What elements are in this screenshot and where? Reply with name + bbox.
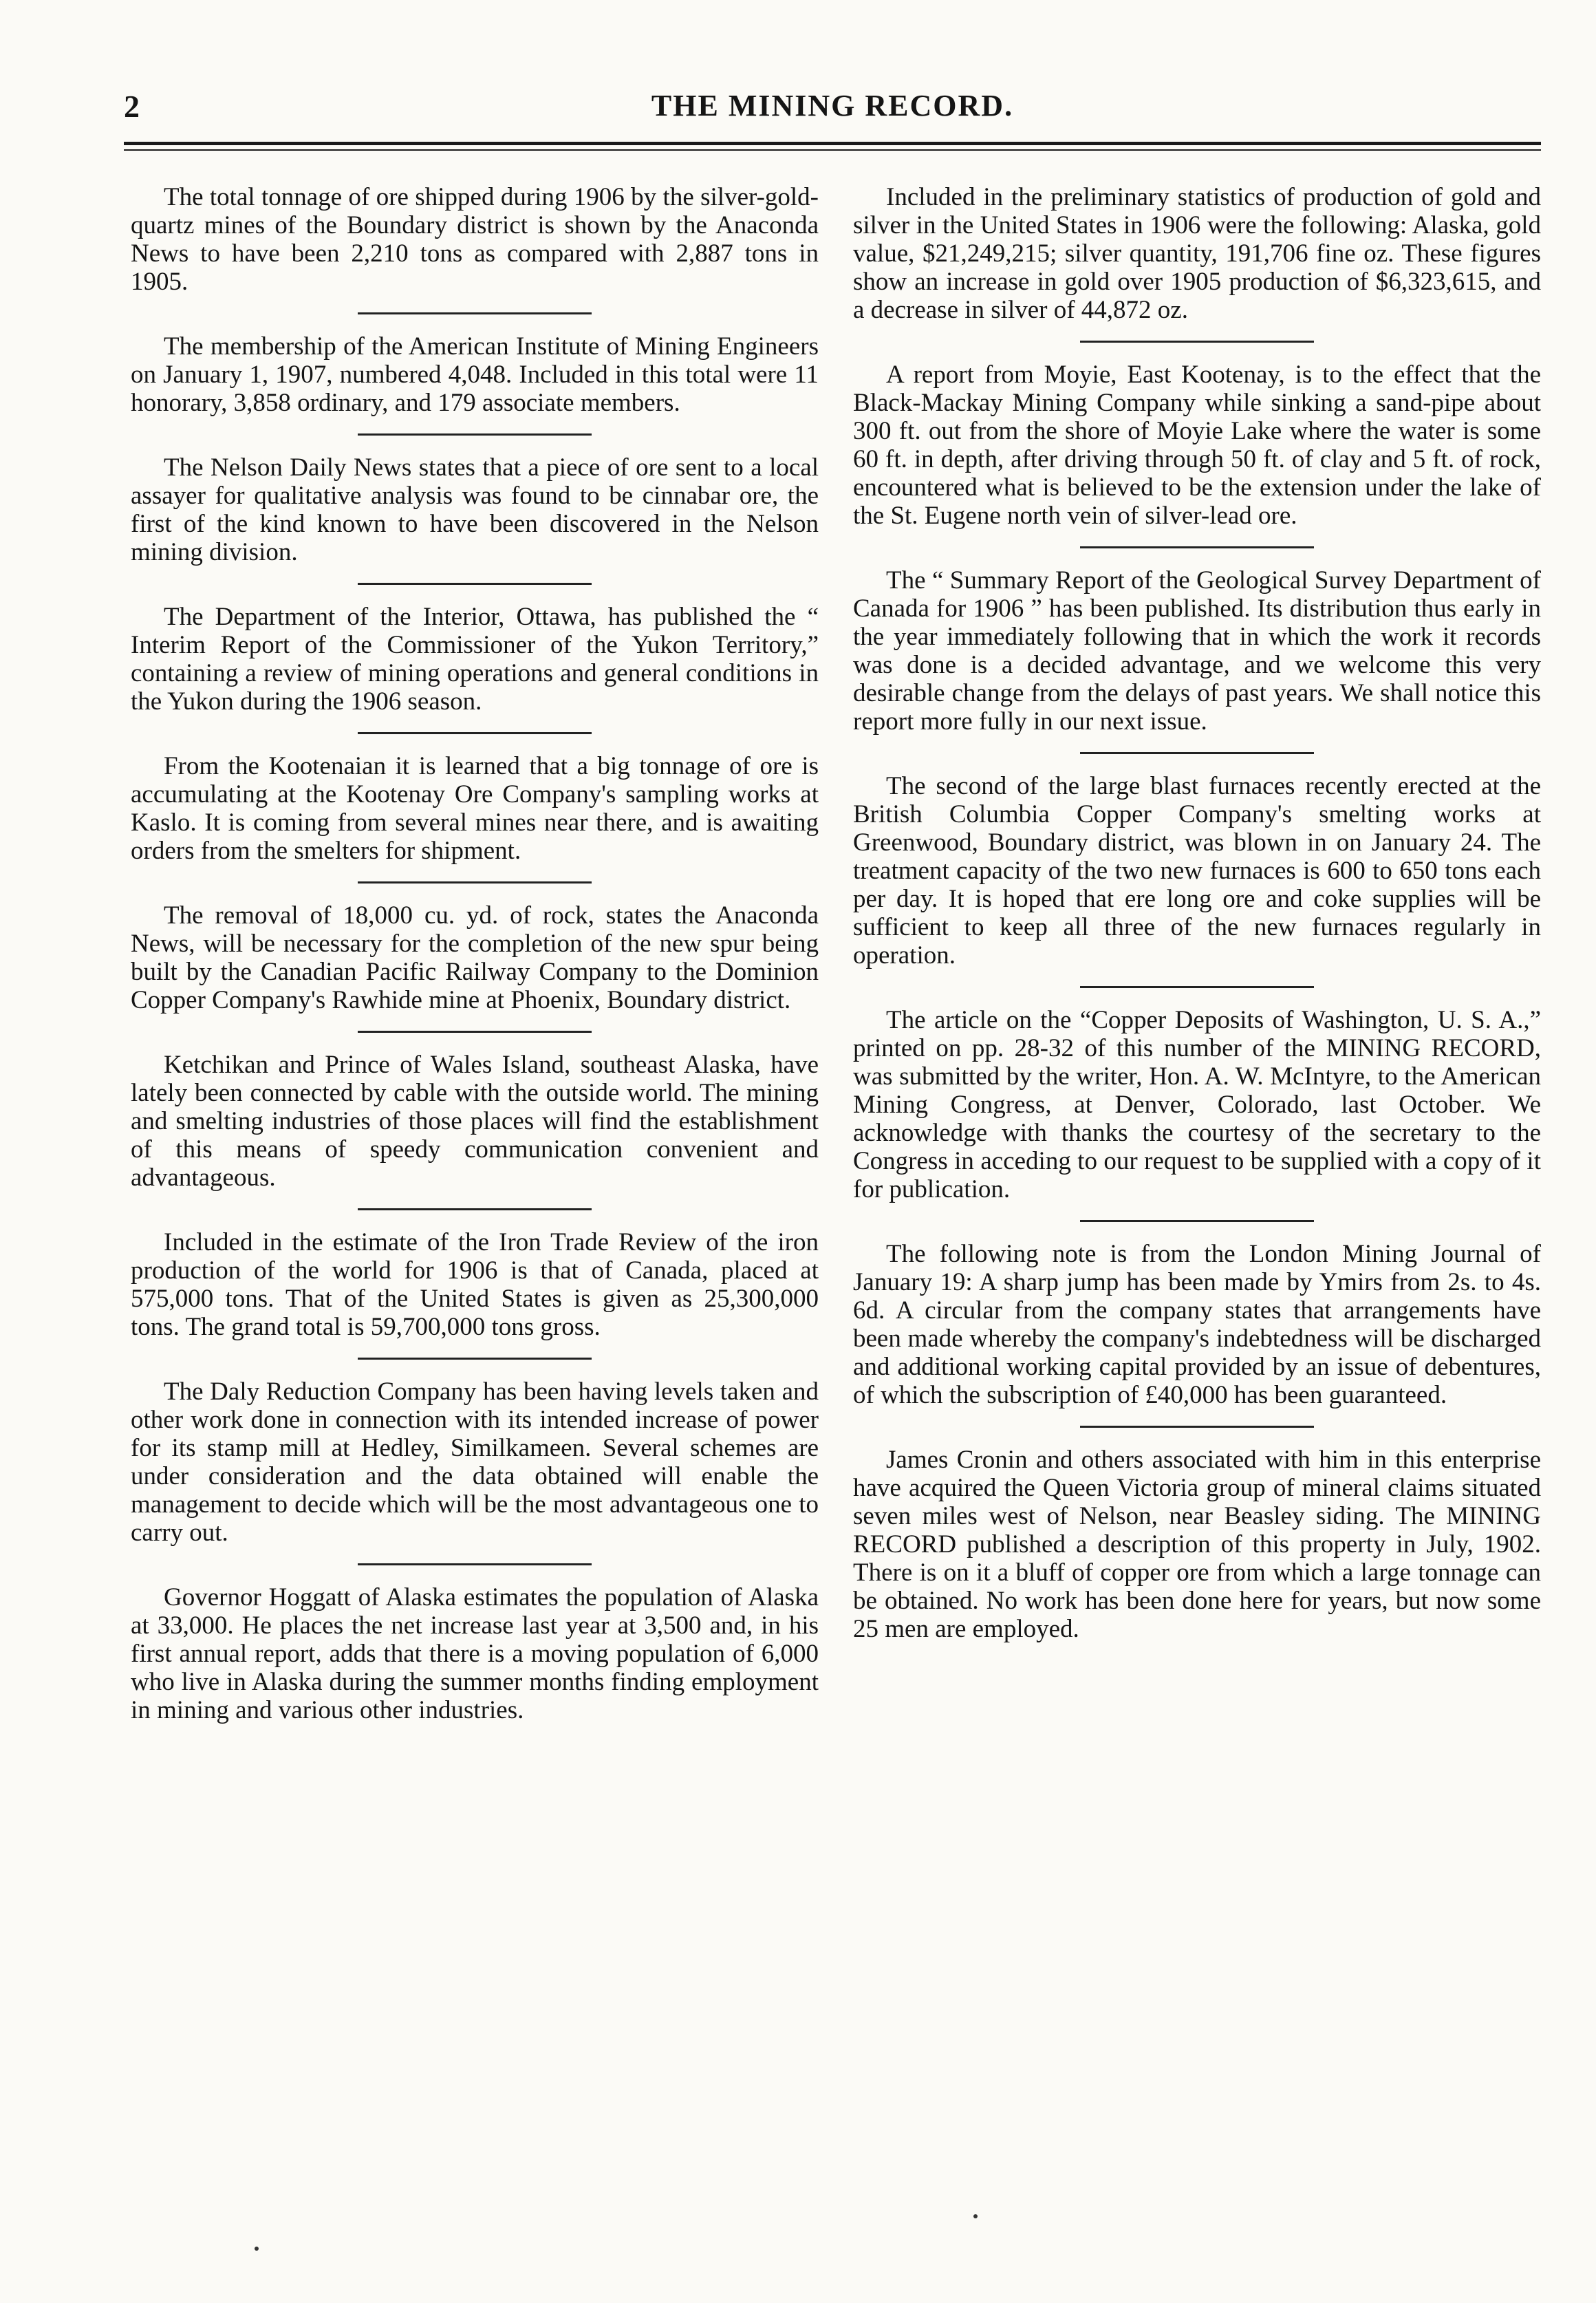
section-divider — [358, 433, 592, 436]
right-column — [853, 183, 1541, 1643]
print-speck — [255, 2247, 259, 2251]
news-item: Included in the preliminary statistics of production of gold and silver in the United States in 1906 were the following: Alaska, gold value, $21,249,215; silver quantity, 191,706 fine oz. These figures show an increase in gold over 1905 production of $6,323,615, and a decrease in silver of 44,872 oz. — [853, 183, 1541, 324]
left-column — [131, 183, 819, 1724]
news-item: A report from Moyie, East Kootenay, is to the effect that the Black-Mackay Mining Company while sinking a sand-pipe about 300 ft. out from the shore of Moyie Lake where the water is some 60 ft. in depth, after driving through 50 ft. of clay and 5 ft. of rock, encountered what is believed to be the extension under the lake of the St. Eugene north vein of silver-lead ore. — [853, 361, 1541, 530]
section-divider — [358, 1358, 592, 1360]
news-item: The article on the “Copper Deposits of Washington, U. S. A.,” printed on pp. 28-32 of this number of the MINING RECORD, was submitted by the writer, Hon. A. W. McIntyre, to the American Mining Congress, at Denver, Colorado, last October. We acknowledge with thanks the courtesy of the secretary to the Congress in acceding to our request to be supplied with a copy of it for publication. — [853, 1006, 1541, 1203]
news-item: Included in the estimate of the Iron Trade Review of the iron production of the world for 1906 is that of Canada, placed at 575,000 tons. That of the United States is given as 25,300,000 tons. The grand total is 59,700,000 tons gross. — [131, 1228, 819, 1341]
news-item: The “ Summary Report of the Geological Survey Department of Canada for 1906 ” has been published. Its distribution thus early in the year immediately following that in which the work it records was done is a decided advantage, and we welcome this very desirable change from the delays of past years. We shall notice this report more fully in our next issue. — [853, 566, 1541, 736]
news-item: The membership of the American Institute of Mining Engineers on January 1, 1907, numbered 4,048. Included in this total were 11 honorary, 3,858 ordinary, and 179 associate members. — [131, 332, 819, 417]
news-item: The Nelson Daily News states that a piece of ore sent to a local assayer for qualitative analysis was found to be cinnabar ore, the first of the kind known to have been discovered in the Nelson mining division. — [131, 453, 819, 566]
running-head: THE MINING RECORD. — [651, 89, 1014, 122]
section-divider — [358, 1563, 592, 1565]
news-item: The Department of the Interior, Ottawa, has published the “ Interim Report of the Commissioner of the Yukon Territory,” containing a review of mining operations and general conditions in the Yukon during the 1906 season. — [131, 603, 819, 716]
news-item: The Daly Reduction Company has been having levels taken and other work done in connection with its intended increase of power for its stamp mill at Hedley, Similkameen. Several schemes are under consideration and the data obtained will enable the management to decide which will be the most advantageous one to carry out. — [131, 1378, 819, 1547]
news-item: The removal of 18,000 cu. yd. of rock, states the Anaconda News, will be necessary for the completion of the new spur being built by the Canadian Pacific Railway Company to the Dominion Copper Company's Rawhide mine at Phoenix, Boundary district. — [131, 901, 819, 1014]
section-divider — [1080, 546, 1314, 548]
page-number: 2 — [124, 89, 140, 124]
news-item: James Cronin and others associated with him in this enterprise have acquired the Queen Victoria group of mineral claims situated seven miles west of Nelson, near Beasley siding. The MINING RECORD published a description of this property in July, 1902. There is on it a bluff of copper ore from which a large tonnage can be obtained. No work has been done here for years, but now some 25 men are employed. — [853, 1446, 1541, 1643]
section-divider — [1080, 752, 1314, 754]
news-item: From the Kootenaian it is learned that a big tonnage of ore is accumulating at the Kootenay Ore Company's sampling works at Kaslo. It is coming from several mines near there, and is awaiting orders from the smelters for shipment. — [131, 752, 819, 865]
section-divider — [358, 1031, 592, 1033]
section-divider — [358, 881, 592, 883]
section-divider — [1080, 1426, 1314, 1428]
header-rule — [124, 142, 1541, 151]
news-item: The second of the large blast furnaces recently erected at the British Columbia Copper Company's smelting works at Greenwood, Boundary district, was blown in on January 24. The treatment capacity of the two new furnaces is 600 to 650 tons each per day. It is hoped that ere long ore and coke supplies will be sufficient to keep all three of the new furnaces regularly in operation. — [853, 772, 1541, 970]
section-divider — [358, 732, 592, 734]
section-divider — [358, 312, 592, 314]
section-divider — [358, 1208, 592, 1210]
news-item: The total tonnage of ore shipped during 1906 by the silver-gold-quartz mines of the Boundary district is shown by the Anaconda News to have been 2,210 tons as compared with 2,887 tons in 1905. — [131, 183, 819, 296]
section-divider — [358, 583, 592, 585]
section-divider — [1080, 1220, 1314, 1222]
print-speck — [973, 2214, 978, 2218]
page-header — [124, 88, 1541, 136]
section-divider — [1080, 986, 1314, 988]
news-item: Ketchikan and Prince of Wales Island, southeast Alaska, have lately been connected by cable with the outside world. The mining and smelting industries of those places will find the establishment of this means of speedy communication convenient and advantageous. — [131, 1051, 819, 1192]
section-divider — [1080, 341, 1314, 343]
news-item: The following note is from the London Mining Journal of January 19: A sharp jump has been made by Ymirs from 2s. to 4s. 6d. A circular from the company states that arrangements have been made whereby the company's indebtedness will be discharged and additional working capital provided by an issue of debentures, of which the subscription of £40,000 has been guaranteed. — [853, 1240, 1541, 1409]
news-item: Governor Hoggatt of Alaska estimates the population of Alaska at 33,000. He places the net increase last year at 3,500 and, in his first annual report, adds that there is a moving population of 6,000 who live in Alaska during the summer months finding employment in mining and various other industries. — [131, 1583, 819, 1724]
